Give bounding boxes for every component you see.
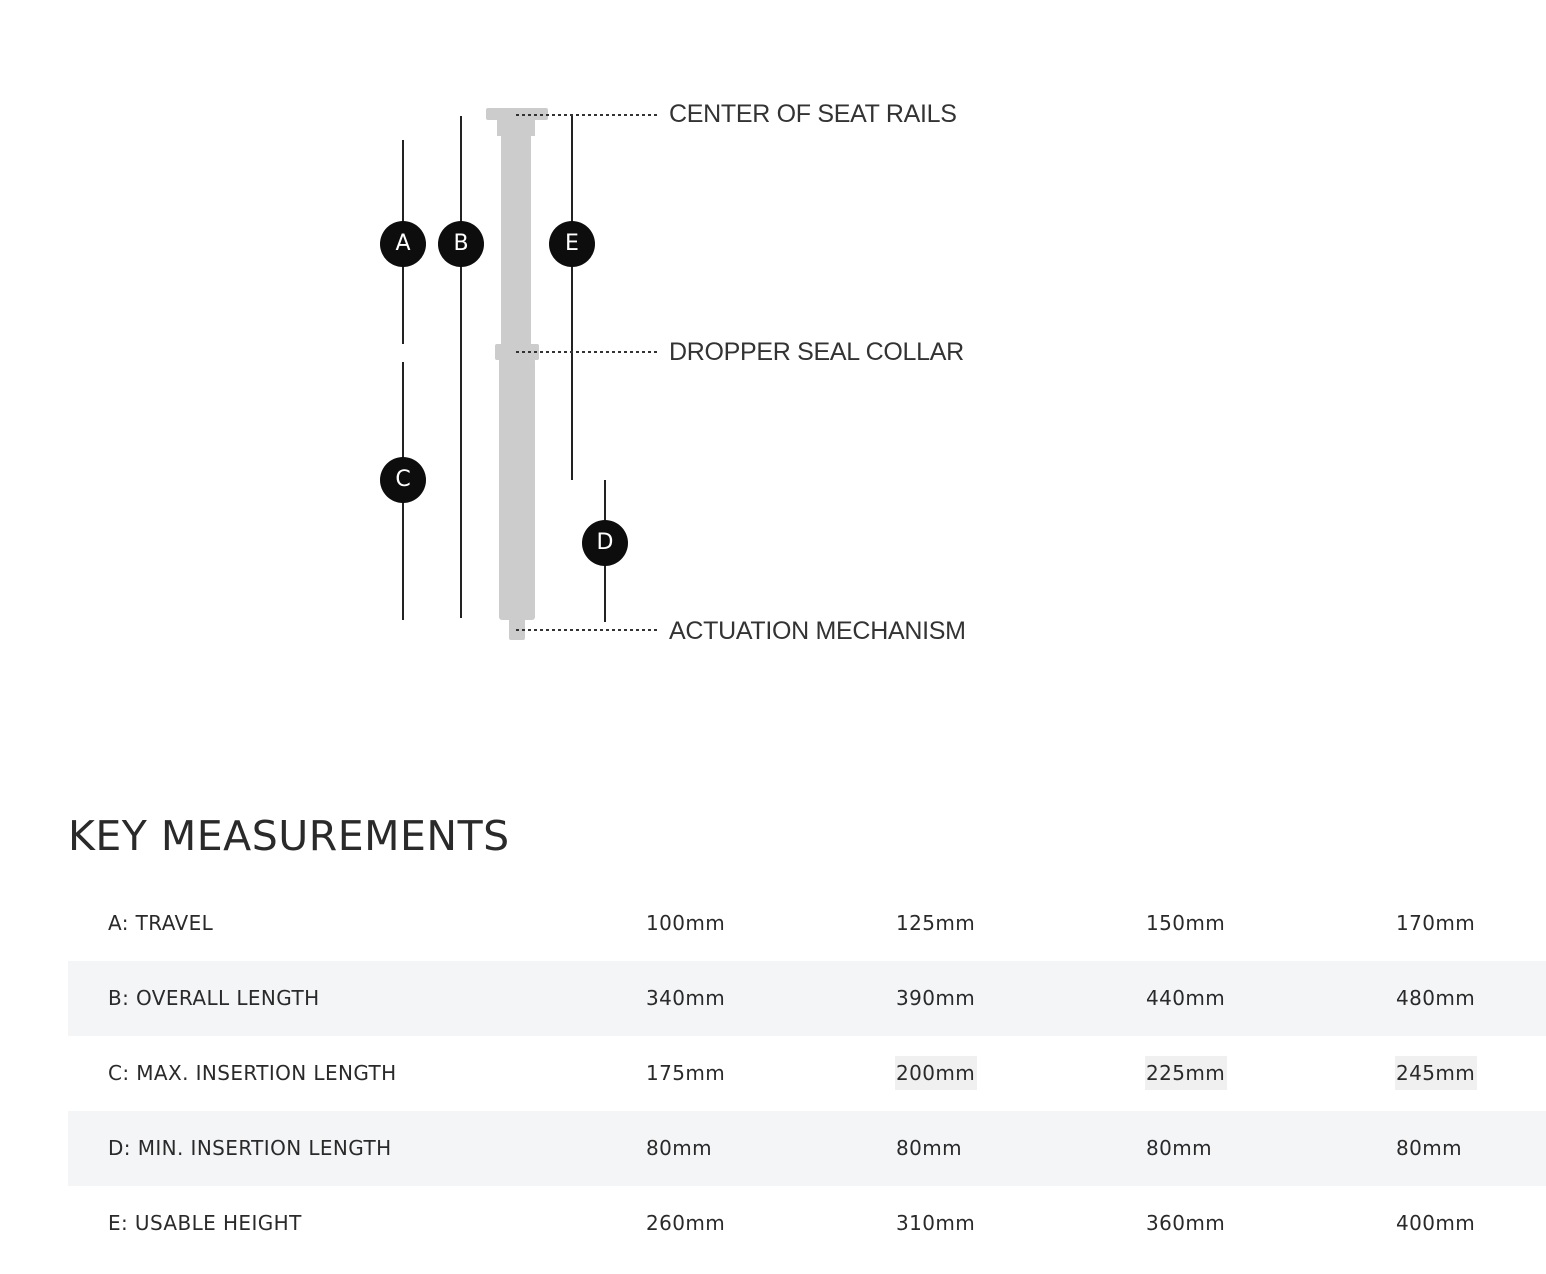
value-cell: 170mm [1396,911,1476,935]
value-cell: 440mm [1146,986,1226,1010]
value-cell: 80mm [896,1136,963,1160]
row-label: E: USABLE HEIGHT [108,1211,302,1235]
value-cell: 390mm [896,986,976,1010]
value-cell [1146,1036,1227,1111]
value-cell: 100mm [646,911,726,935]
value-cell: 260mm [646,1211,726,1235]
value-text: 225mm [1145,1056,1227,1090]
badge-b: B [438,221,484,267]
value-cell: 310mm [896,1211,976,1235]
value-text: 245mm [1395,1056,1477,1090]
value-cell [1396,1036,1477,1111]
table-row-overall-length [68,961,1546,1036]
value-text: 200mm [895,1056,977,1090]
value-cell [896,1036,977,1111]
badge-e: E [549,221,595,267]
value-cell: 175mm [646,1061,726,1085]
badge-c: C [380,457,426,503]
value-cell: 480mm [1396,986,1476,1010]
row-label: D: MIN. INSERTION LENGTH [108,1136,392,1160]
table-row-travel [68,886,1546,961]
table-row-usable-height [68,1186,1546,1261]
row-label: A: TRAVEL [108,911,214,935]
value-cell: 400mm [1396,1211,1476,1235]
label-dropper-seal-collar: DROPPER SEAL COLLAR [669,338,964,366]
value-cell: 125mm [896,911,976,935]
measurements-table [68,886,1546,1261]
badge-d: D [582,520,628,566]
row-label: C: MAX. INSERTION LENGTH [108,1061,397,1085]
label-center-of-seat-rails: CENTER OF SEAT RAILS [669,100,957,128]
table-row-min-insertion-length [68,1111,1546,1186]
badge-a: A [380,221,426,267]
value-cell: 360mm [1146,1211,1226,1235]
value-cell: 80mm [1396,1136,1463,1160]
value-cell: 150mm [1146,911,1226,935]
key-measurements-title: KEY MEASUREMENTS [68,812,510,860]
value-cell: 340mm [646,986,726,1010]
table-row-max-insertion-length [68,1036,1546,1111]
value-cell: 80mm [646,1136,713,1160]
value-cell: 80mm [1146,1136,1213,1160]
row-label: B: OVERALL LENGTH [108,986,320,1010]
label-actuation-mechanism: ACTUATION MECHANISM [669,617,966,645]
seat-post-illustration [486,108,548,640]
